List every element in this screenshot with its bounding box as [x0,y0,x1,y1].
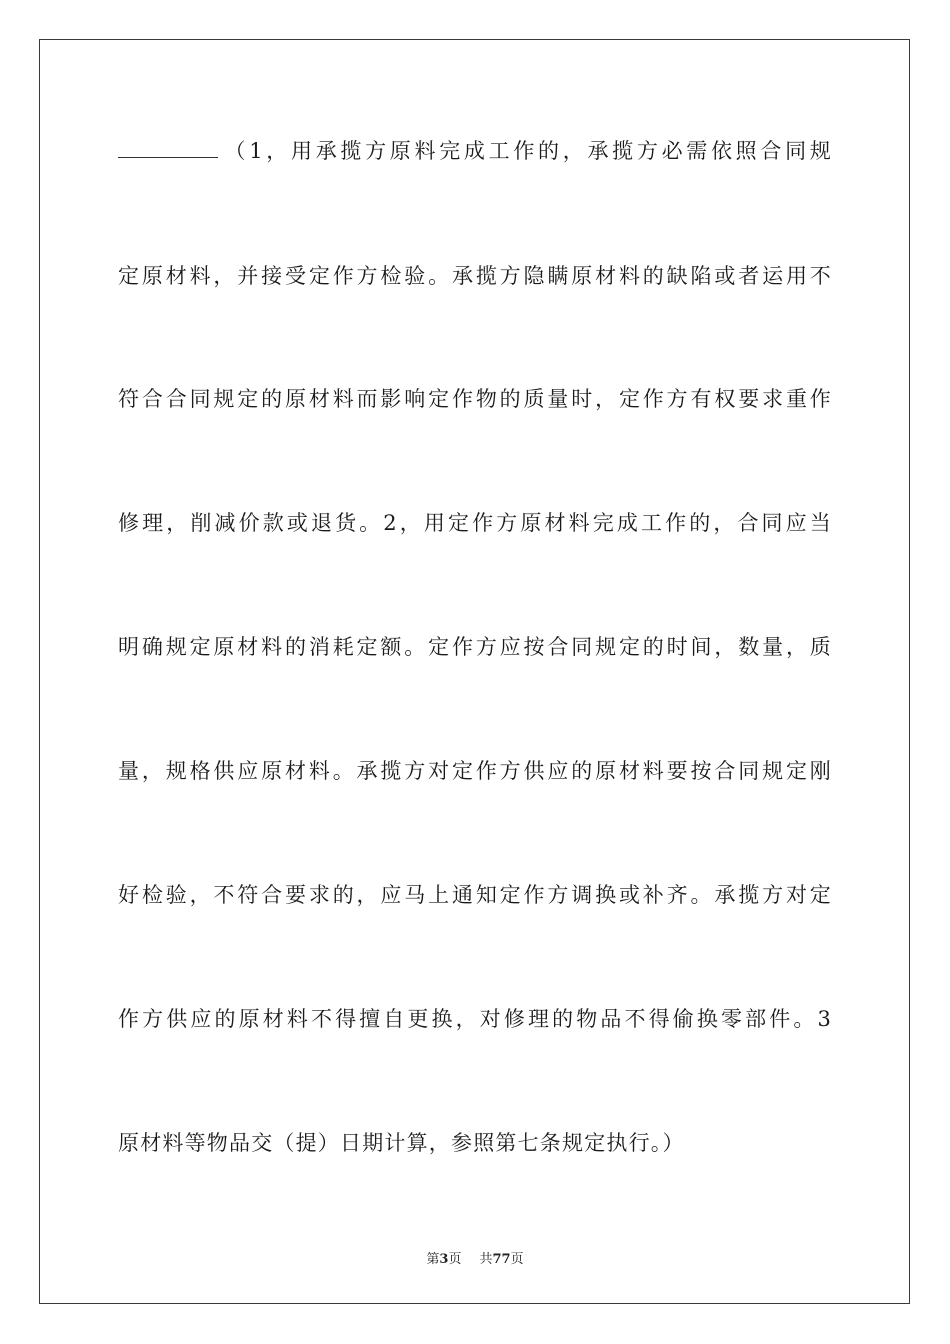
page-suffix: 页 [448,1252,462,1267]
text-line-9: 原材料等物品交（提）日期计算，参照第七条规定执行。） [118,1131,685,1155]
text-line-6: 量，规格供应原材料。承揽方对定作方供应的原材料要按合同规定刚 [118,759,832,783]
total-prefix: 共 [479,1252,493,1267]
page-footer [0,1248,950,1267]
text-line-5: 明确规定原材料的消耗定额。定作方应按合同规定的时间，数量，质 [118,635,832,659]
page-border [39,39,910,1304]
total-pages: 77 [492,1252,511,1267]
total-suffix: 页 [510,1252,524,1267]
text-line-1 [118,136,832,166]
fill-in-blank [118,139,218,158]
text-line-1-content: （1，用承揽方原料完成工作的，承揽方必需依照合同规 [222,139,832,163]
page-number: 3 [439,1252,449,1267]
page-prefix: 第 [426,1252,440,1267]
text-line-4: 修理，削减价款或退货。2，用定作方原材料完成工作的，合同应当 [118,511,832,535]
text-line-7: 好检验，不符合要求的，应马上通知定作方调换或补齐。承揽方对定 [118,883,832,907]
text-line-3: 符合合同规定的原材料而影响定作物的质量时，定作方有权要求重作 [118,387,832,411]
text-line-2: 定原材料，并接受定作方检验。承揽方隐瞒原材料的缺陷或者运用不 [118,264,832,288]
text-line-8: 作方供应的原材料不得擅自更换，对修理的物品不得偷换零部件。3 [118,1007,832,1031]
